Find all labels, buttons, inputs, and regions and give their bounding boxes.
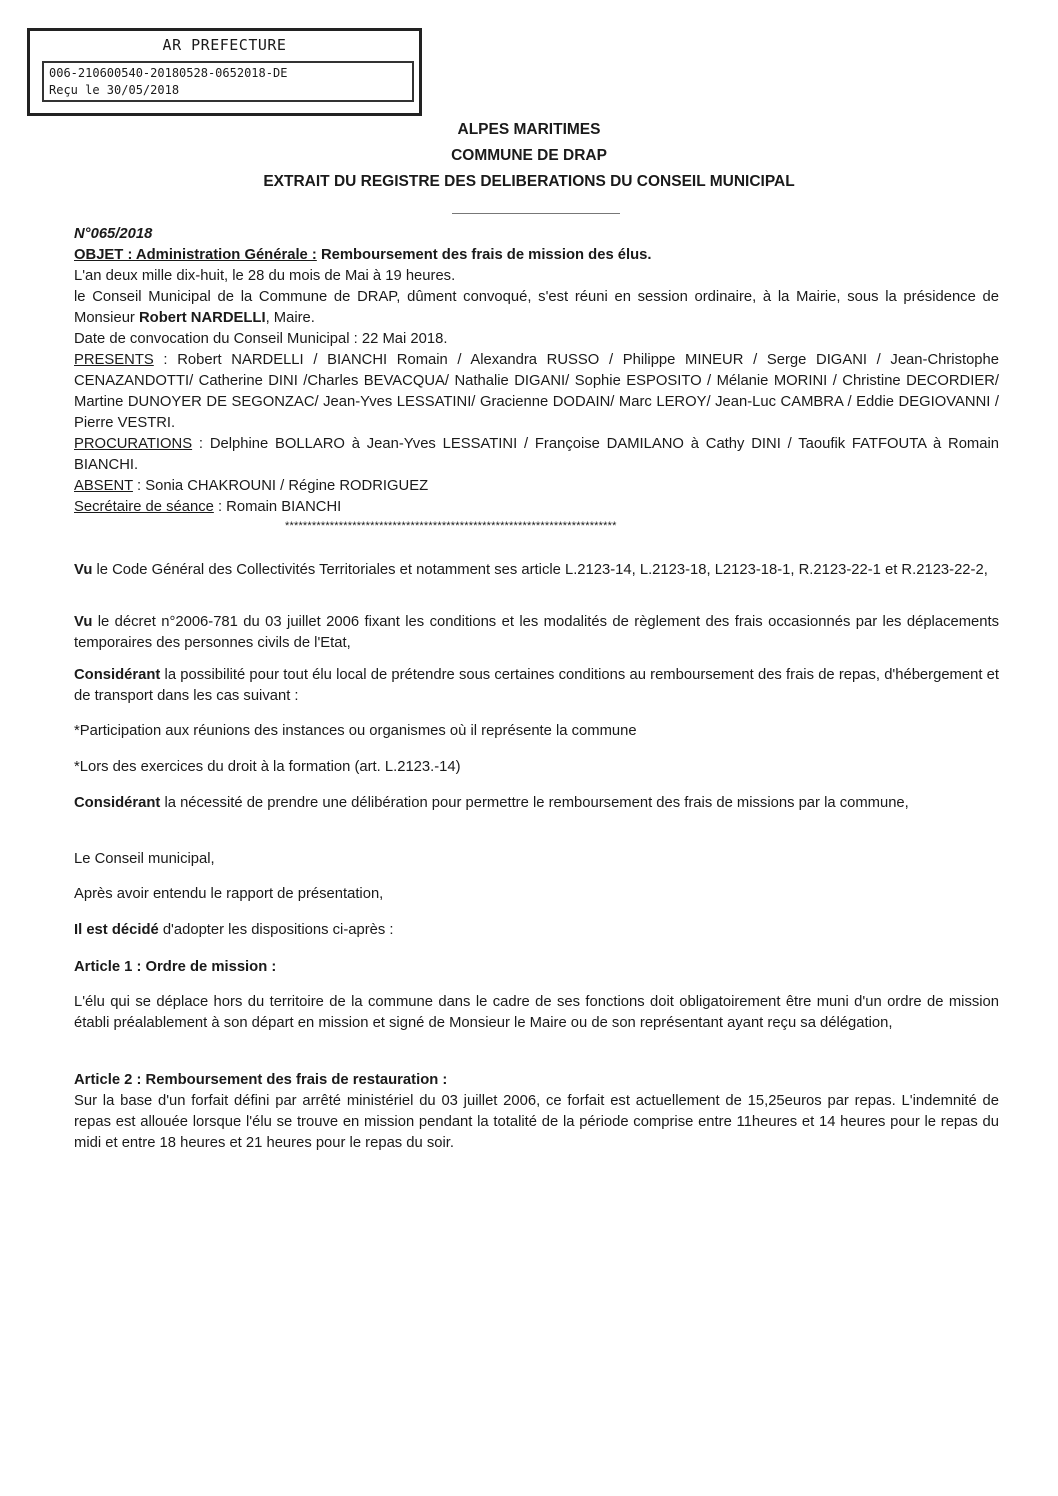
deliberation-number: N°065/2018 xyxy=(74,226,153,242)
after-report-line: Après avoir entendu le rapport de présentation, xyxy=(74,886,384,902)
procurations-names: : Delphine BOLLARO à Jean-Yves LESSATINI / Françoise DAMILANO à Cathy DINI / Taoufik FATFOUTA à Romain BIANCHI. xyxy=(74,436,999,473)
considering-keyword: Considérant xyxy=(74,667,161,683)
deliberation-meta xyxy=(74,224,999,518)
vu-keyword: Vu xyxy=(74,614,93,630)
procurations-list xyxy=(74,434,999,476)
decision-text: d'adopter les dispositions ci-après : xyxy=(158,922,394,938)
article-2-text: Sur la base d'un forfait défini par arrêté ministériel du 03 juillet 2006, ce forfait est actuellement de 15,25euros par repas. L'indemnité de repas est allouée lorsque l'élu se trouve en mission pendant la totalité de la période comprise entre 11heures et 14 heures pour le repas du midi et entre 18 heures et 21 heures pour le repas du soir. xyxy=(74,1093,999,1151)
session-intro xyxy=(74,287,999,329)
prefecture-stamp xyxy=(27,28,422,116)
considering-possibility-text: la possibilité pour tout élu local de prétendre sous certaines conditions au remboursement des frais de repas, d'hébergement et de transport dans les cas suivant : xyxy=(74,667,999,704)
header-department: ALPES MARITIMES xyxy=(457,121,601,138)
stamp-reference: 006-210600540-20180528-0652018-DE xyxy=(49,66,288,80)
vu-decree xyxy=(74,612,999,654)
decision-line xyxy=(74,920,999,941)
object-label: OBJET : Administration Générale : xyxy=(74,247,317,263)
mayor-name: Robert NARDELLI xyxy=(138,310,266,326)
absent-list xyxy=(74,476,999,497)
procurations-label: PROCURATIONS xyxy=(74,436,193,452)
session-date: L'an deux mille dix-huit, le 28 du mois de Mai à 19 heures. xyxy=(74,268,456,284)
header-commune: COMMUNE DE DRAP xyxy=(451,147,607,164)
stamp-received-date: Reçu le 30/05/2018 xyxy=(49,83,180,97)
presents-names: : Robert NARDELLI / BIANCHI Romain / Alexandra RUSSO / Philippe MINEUR / Serge DIGANI / Jean-Christophe CENAZANDOTTI/ Catherine DINI /Charles BEVACQUA/ Nathalie DIGANI/ Sophie ESPOSITO / Mélanie MORINI / Christine DECORDIER/ Martine DUNOYER DE SEGONZAC/ Jean-Yves LESSATINI/ Gracienne DODAIN/ Marc LEROY/ Jean-Luc CAMBRA / Eddie DEGIOVANNI / Pierre VESTRI. xyxy=(74,352,999,431)
vu-code xyxy=(74,560,999,581)
decision-keyword: Il est décidé xyxy=(74,922,159,938)
convocation-date: Date de convocation du Conseil Municipal : 22 Mai 2018. xyxy=(74,331,448,347)
vu-decree-text: le décret n°2006-781 du 03 juillet 2006 fixant les conditions et les modalités de règlement des frais occasionnés par les déplacements temporaires des personnes civils de l'Etat, xyxy=(74,614,999,651)
session-intro-end: , Maire. xyxy=(265,310,315,326)
secretary-label: Secrétaire de séance xyxy=(74,499,214,515)
case-training: *Lors des exercices du droit à la formation (art. L.2123.-14) xyxy=(74,759,461,775)
considering-necessity-text: la nécessité de prendre une délibération pour permettre le remboursement des frais de missions par la commune, xyxy=(160,795,909,811)
object-line xyxy=(74,245,999,266)
secretary-line xyxy=(74,497,999,518)
presents-label: PRESENTS xyxy=(74,352,154,368)
presents-list xyxy=(74,350,999,434)
object-text: Remboursement des frais de mission des élus. xyxy=(316,247,652,263)
absent-names: : Sonia CHAKROUNI / Régine RODRIGUEZ xyxy=(132,478,429,494)
vu-keyword: Vu xyxy=(74,562,93,578)
absent-label: ABSENT xyxy=(74,478,133,494)
stamp-title: AR PREFECTURE xyxy=(162,36,287,54)
header-registry-title: EXTRAIT DU REGISTRE DES DELIBERATIONS DU CONSEIL MUNICIPAL xyxy=(263,173,795,190)
article-2-title: Article 2 : Remboursement des frais de restauration : xyxy=(74,1072,448,1088)
separator-stars: ************************************************************************** xyxy=(285,520,617,532)
considering-necessity xyxy=(74,793,999,814)
article-1-text: L'élu qui se déplace hors du territoire de la commune dans le cadre de ses fonctions doit obligatoirement être muni d'un ordre de mission établi préalablement à son départ en mission et signé de Monsieur le Maire ou de son représentant ayant reçu sa délégation, xyxy=(74,994,999,1031)
secretary-name: : Romain BIANCHI xyxy=(213,499,342,515)
stamp-reference-box xyxy=(42,61,414,102)
session-intro-text: le Conseil Municipal de la Commune de DRAP, dûment convoqué, s'est réuni en session ordinaire, à la Mairie, sous la présidence de Monsieur xyxy=(74,289,999,326)
considering-keyword: Considérant xyxy=(74,795,161,811)
article-1-title: Article 1 : Ordre de mission : xyxy=(74,959,277,975)
council-line: Le Conseil municipal, xyxy=(74,851,215,867)
case-meetings: *Participation aux réunions des instances ou organismes où il représente la commune xyxy=(74,723,637,739)
considering-possibility xyxy=(74,665,999,707)
vu-code-text: le Code Général des Collectivités Territoriales et notamment ses article L.2123-14, L.2123-18, L2123-18-1, R.2123-22-1 et R.2123-22-2, xyxy=(92,562,988,578)
header-divider xyxy=(452,213,620,214)
